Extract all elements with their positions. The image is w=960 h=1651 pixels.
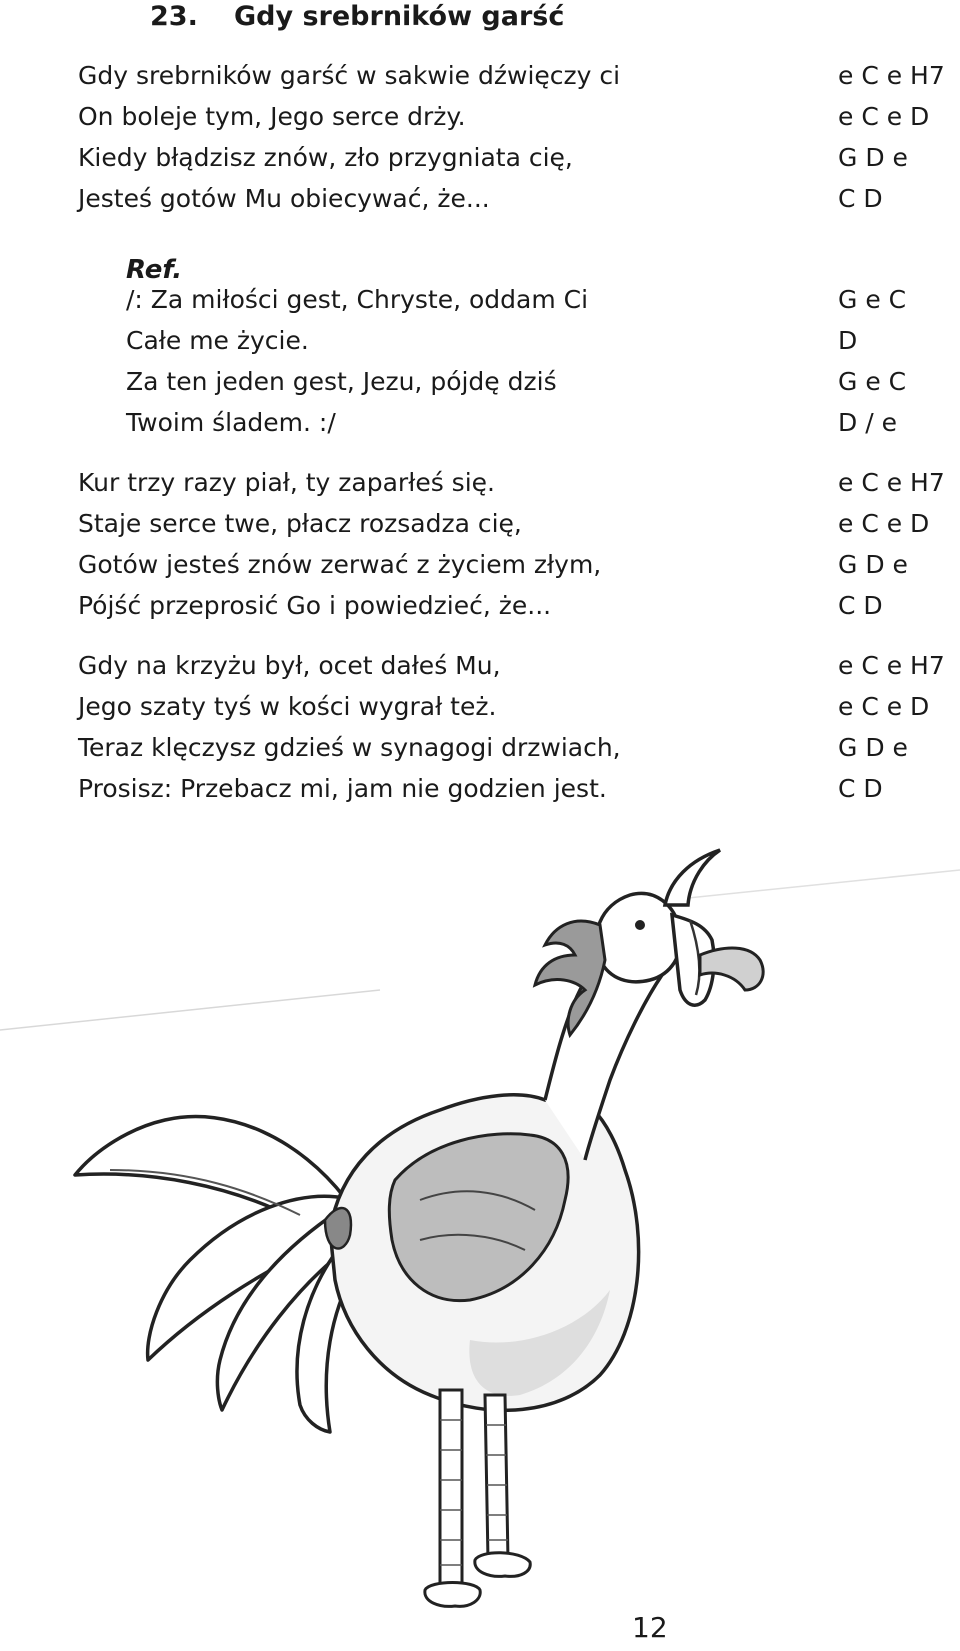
- chord-line: e C e D: [838, 509, 930, 538]
- lyric-line: Teraz klęczysz gdzieś w synagogi drzwiach,: [78, 733, 621, 762]
- chord-line: G D e: [838, 733, 908, 762]
- refrain-label: Ref.: [126, 255, 183, 285]
- lyric-line: Prosisz: Przebacz mi, jam nie godzien jest.: [78, 774, 607, 803]
- chord-line: C D: [838, 774, 883, 803]
- chord-line: C D: [838, 184, 883, 213]
- song-number: 23.: [150, 1, 198, 32]
- lyric-line: Gotów jesteś znów zerwać z życiem złym,: [78, 550, 602, 579]
- lyric-line: /: Za miłości gest, Chryste, oddam Ci: [126, 285, 589, 314]
- chord-line: C D: [838, 591, 883, 620]
- chord-line: e C e H7: [838, 651, 945, 680]
- chord-line: G e C: [838, 285, 907, 314]
- chord-line: G e C: [838, 367, 907, 396]
- chord-line: e C e H7: [838, 468, 945, 497]
- song-title-text: Gdy srebrników garść: [234, 1, 565, 32]
- lyric-line: Gdy srebrników garść w sakwie dźwięczy ci: [78, 61, 621, 90]
- lyric-line: Jesteś gotów Mu obiecywać, że...: [78, 184, 490, 213]
- lyric-line: Twoim śladem. :/: [126, 408, 336, 437]
- lyric-line: On boleje tym, Jego serce drży.: [78, 102, 466, 131]
- page-number: 12: [632, 1611, 668, 1644]
- lyric-line: Pójść przeprosić Go i powiedzieć, że...: [78, 591, 552, 620]
- lyric-line: Całe me życie.: [126, 326, 309, 355]
- chord-line: D / e: [838, 408, 897, 437]
- chord-line: e C e D: [838, 102, 930, 131]
- chord-line: G D e: [838, 550, 908, 579]
- lyric-line: Gdy na krzyżu był, ocet dałeś Mu,: [78, 651, 501, 680]
- lyric-line: Za ten jeden gest, Jezu, pójdę dziś: [126, 367, 557, 396]
- lyric-line: Jego szaty tyś w kości wygrał też.: [78, 692, 497, 721]
- chord-line: e C e D: [838, 692, 930, 721]
- chord-line: e C e H7: [838, 61, 945, 90]
- chord-line: G D e: [838, 143, 908, 172]
- lyric-line: Kiedy błądzisz znów, zło przygniata cię,: [78, 143, 573, 172]
- lyric-line: Staje serce twe, płacz rozsadza cię,: [78, 509, 522, 538]
- chord-line: D: [838, 326, 858, 355]
- lyric-line: Kur trzy razy piał, ty zaparłeś się.: [78, 468, 495, 497]
